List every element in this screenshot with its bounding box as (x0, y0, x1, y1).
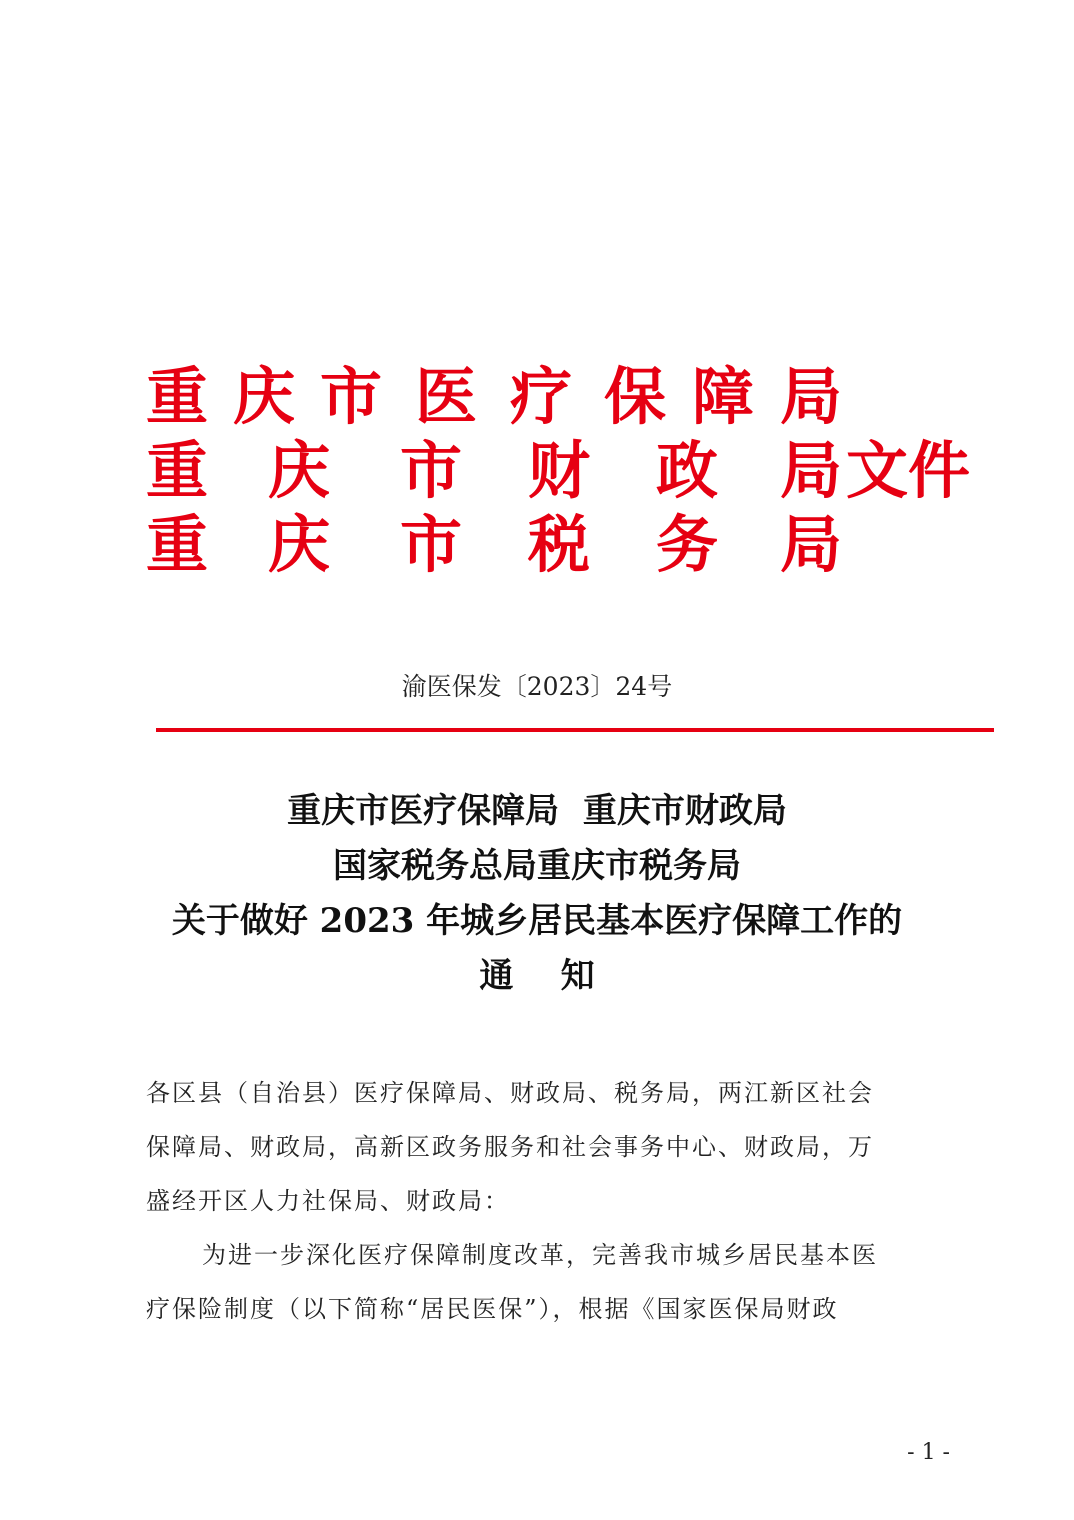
issuer-char: 局 (780, 434, 843, 507)
issuer-char: 疗 (510, 360, 573, 433)
title-line: 关于做好 2023 年城乡居民基本医疗保障工作的 (171, 901, 903, 941)
issuer-char: 重 (146, 508, 209, 581)
issuer-char: 市 (320, 360, 383, 433)
title-line: 国家税务总局重庆市税务局 (333, 846, 741, 886)
title-line: 通 知 (479, 956, 595, 996)
issuer-char: 医 (415, 360, 478, 433)
issuer-char: 局 (780, 508, 843, 581)
body-line: 盛经开区人力社保局、财政局： (146, 1187, 510, 1215)
issuer-char: 障 (692, 360, 755, 433)
issuer-char: 庆 (268, 434, 331, 507)
document-body (146, 1066, 946, 1336)
issuer-row-finance (0, 436, 1074, 506)
issuer-row-tax (0, 510, 1074, 580)
issuer-char: 庆 (268, 508, 331, 581)
issuer-char: 重 (146, 360, 209, 433)
issuer-char: 重 (146, 434, 209, 507)
issuer-char: 市 (400, 434, 463, 507)
document-number: 渝医保发〔2023〕24号 (401, 672, 673, 701)
body-line: 保障局、财政局，高新区政务服务和社会事务中心、财政局，万 (146, 1133, 874, 1161)
issuer-char: 庆 (233, 360, 296, 433)
page-number: - 1 - (907, 1440, 950, 1465)
issuer-char: 市 (400, 508, 463, 581)
issuer-char: 保 (604, 360, 667, 433)
issuer-char: 税 (528, 508, 591, 581)
title-line: 重庆市医疗保障局 重庆市财政局 (287, 791, 787, 831)
body-line: 疗保险制度（以下简称“居民医保”），根据《国家医保局财政 (146, 1295, 839, 1323)
issuer-wenjian: 文件 (846, 434, 971, 507)
document-title (0, 784, 1074, 1004)
red-separator-line (156, 728, 994, 732)
issuer-char: 局 (780, 360, 843, 433)
body-line: 各区县（自治县）医疗保障局、财政局、税务局，两江新区社会 (146, 1079, 874, 1107)
issuer-char: 政 (656, 434, 719, 507)
issuer-char: 务 (656, 508, 719, 581)
issuer-header (0, 0, 1074, 600)
issuer-char: 财 (528, 434, 591, 507)
body-line: 为进一步深化医疗保障制度改革，完善我市城乡居民基本医 (202, 1241, 878, 1269)
issuer-row-medical-security (0, 362, 1074, 432)
